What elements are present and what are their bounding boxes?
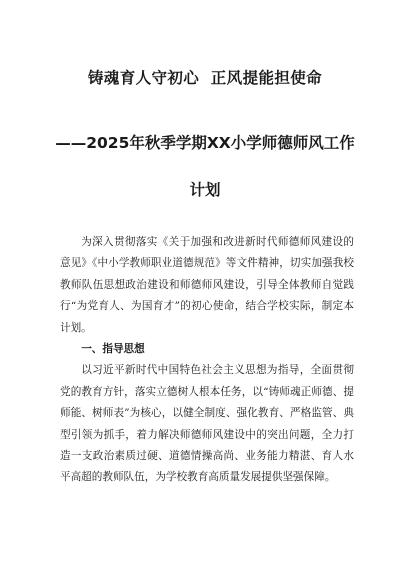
document-subtitle-continued: 计划 — [189, 181, 221, 199]
document-subtitle: ——2025年秋季学期XX小学师德师风工作 — [55, 134, 355, 152]
guiding-ideology-paragraph: 以习近平新时代中国特色社会主义思想为指导，全面贯彻党的教育方针，落实立德树人根本任务，以“铸师魂正师德、提师能、树师表”为核心，以健全制度、强化教育、严格监管、典型引领为抓手，着力解决师德师风建设中的突出问题，全力打造一支政治素质过硬、道德情操高尚、业务能力精湛、育人水平高超的教师队伍，为学校教育高质量发展提供坚强保障。 — [60, 364, 354, 484]
document-title: 铸魂育人守初心 正风提能担使命 — [87, 69, 323, 87]
section-heading-guiding-ideology: 一、指导思想 — [81, 343, 145, 356]
intro-paragraph: 为深入贯彻落实《关于加强和改进新时代师德师风建设的意见》《中小学教师职业道德规范》等文件精神，切实加强我校教师队伍思想政治建设和师德师风建设，引导全体教师自觉践行“为党育人、为国育才”的初心使命，结合学校实际，制定本计划。 — [60, 236, 354, 334]
document-body — [60, 232, 354, 489]
